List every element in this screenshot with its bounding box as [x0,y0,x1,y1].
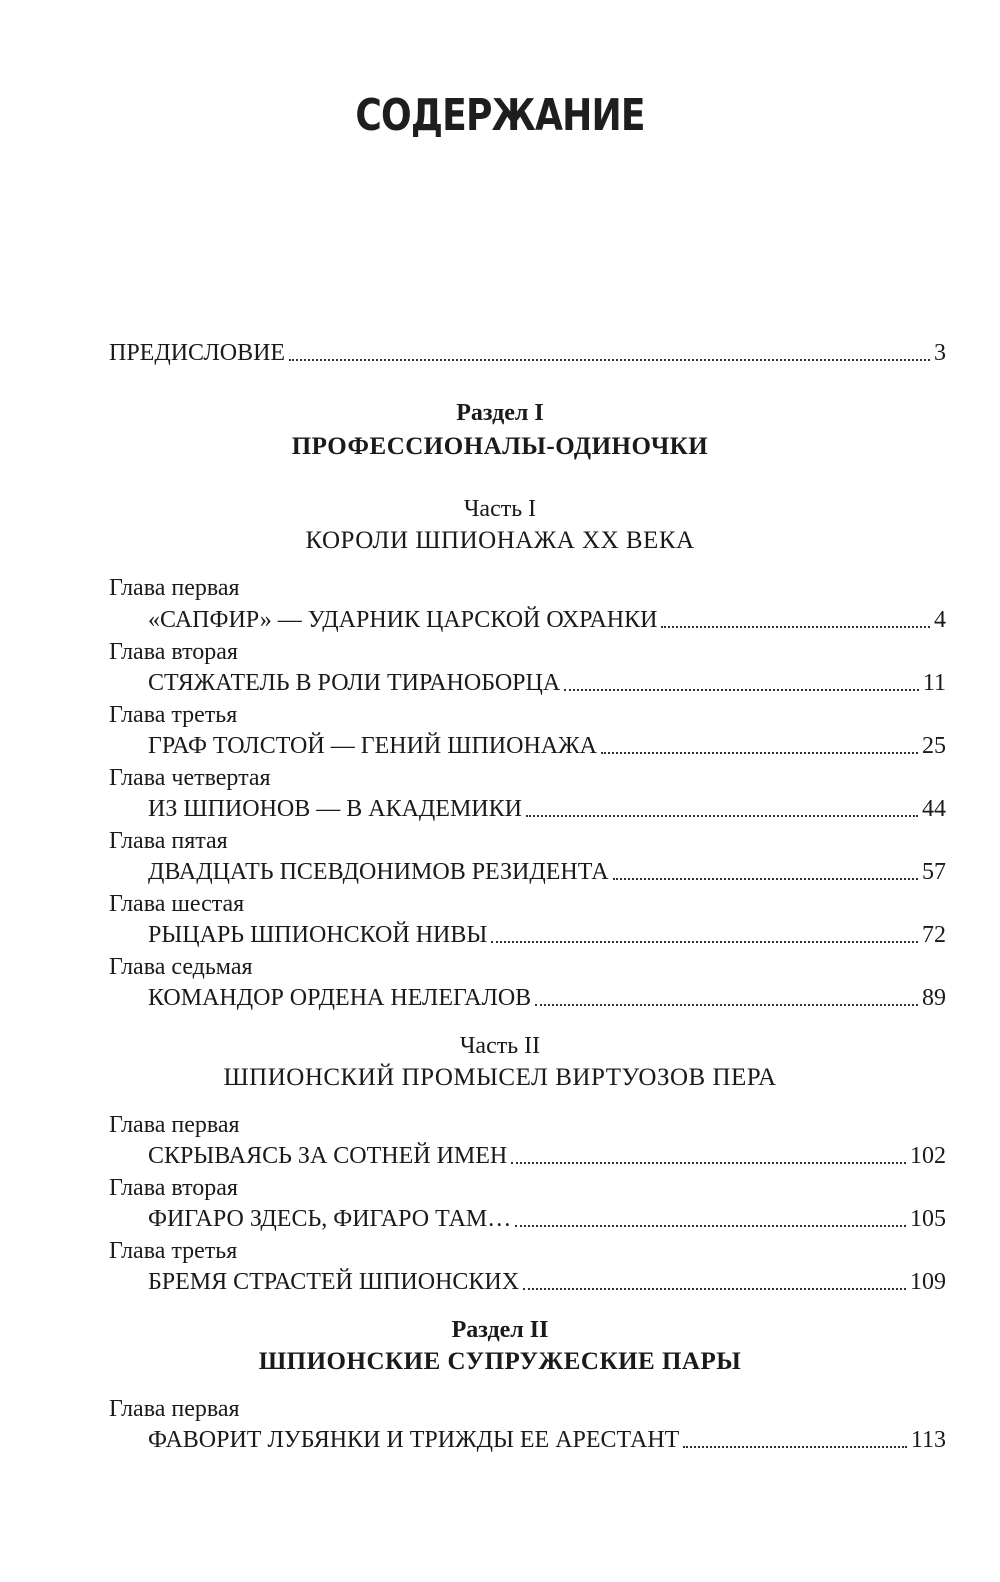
part-label: Часть II [459,1033,541,1059]
leader-dots [601,751,918,754]
toc-entry-title: КОМАНДОР ОРДЕНА НЕЛЕГАЛОВ [148,985,532,1011]
toc-entry-title: СТЯЖАТЕЛЬ В РОЛИ ТИРАНОБОРЦА [148,670,561,696]
toc-entry-page: 4 [934,607,946,633]
leader-dots [683,1445,907,1448]
part-title: ШПИОНСКИЙ ПРОМЫСЕЛ ВИРТУОЗОВ ПЕРА [223,1064,777,1091]
toc-entry-page: 11 [922,670,946,696]
toc-entry-title: ФАВОРИТ ЛУБЯНКИ И ТРИЖДЫ ЕЕ АРЕСТАНТ [148,1427,680,1453]
chapter-label: Глава третья [109,702,238,728]
toc-entry-preface[interactable] [109,338,946,368]
toc-entry-title: ДВАДЦАТЬ ПСЕВДОНИМОВ РЕЗИДЕНТА [148,859,609,885]
section-title: ПРОФЕССИОНАЛЫ-ОДИНОЧКИ [291,433,709,460]
toc-entry-title: «САПФИР» — УДАРНИК ЦАРСКОЙ ОХРАНКИ [148,607,658,633]
toc-entry-page: 25 [922,733,946,759]
toc-entry[interactable] [148,794,946,824]
section-label: Раздел I [456,400,544,426]
toc-entry-page: 109 [910,1269,946,1295]
toc-entry[interactable] [148,857,946,887]
part-label: Часть I [463,496,537,522]
toc-entry-title: ФИГАРО ЗДЕСЬ, ФИГАРО ТАМ… [148,1206,512,1232]
chapter-label: Глава четвертая [109,765,271,791]
toc-entry-title: СКРЫВАЯСЬ ЗА СОТНЕЙ ИМЕН [148,1143,508,1169]
toc-entry[interactable] [148,668,946,698]
chapter-label: Глава первая [109,1396,240,1422]
toc-entry-page: 57 [922,859,946,885]
toc-entry-title: ГРАФ ТОЛСТОЙ — ГЕНИЙ ШПИОНАЖА [148,733,597,759]
toc-entry[interactable] [148,1204,946,1234]
leader-dots [289,358,930,361]
toc-entry[interactable] [148,1425,946,1455]
part-title: КОРОЛИ ШПИОНАЖА XX ВЕКА [305,527,695,554]
chapter-label: Глава шестая [109,891,245,917]
toc-entry[interactable] [148,983,946,1013]
toc-entry-page: 3 [934,340,946,366]
toc-entry-page: 72 [922,922,946,948]
chapter-label: Глава седьмая [109,954,253,980]
toc-entry-page: 105 [910,1206,946,1232]
toc-entry-page: 102 [910,1143,946,1169]
toc-entry-page: 113 [910,1427,946,1453]
toc-entry-page: 44 [922,796,946,822]
chapter-label: Глава первая [109,1112,240,1138]
toc-entry-title: ИЗ ШПИОНОВ — В АКАДЕМИКИ [148,796,522,822]
page-title: СОДЕРЖАНИЕ [355,90,645,141]
chapter-label: Глава вторая [109,639,238,665]
leader-dots [515,1224,906,1227]
toc-entry[interactable] [148,605,946,635]
toc-entry[interactable] [148,1141,946,1171]
leader-dots [613,877,918,880]
chapter-label: Глава пятая [109,828,228,854]
toc-entry[interactable] [148,1267,946,1297]
leader-dots [526,814,918,817]
chapter-label: Глава третья [109,1238,238,1264]
chapter-label: Глава вторая [109,1175,238,1201]
section-title: ШПИОНСКИЕ СУПРУЖЕСКИЕ ПАРЫ [258,1348,742,1375]
leader-dots [535,1003,918,1006]
toc-entry[interactable] [148,731,946,761]
toc-entry-page: 89 [922,985,946,1011]
leader-dots [491,940,918,943]
section-label: Раздел II [451,1317,549,1343]
chapter-label: Глава первая [109,575,240,601]
toc-entry-title: БРЕМЯ СТРАСТЕЙ ШПИОНСКИХ [148,1269,520,1295]
leader-dots [661,625,930,628]
toc-entry[interactable] [148,920,946,950]
leader-dots [523,1287,906,1290]
leader-dots [511,1161,906,1164]
toc-entry-title: ПРЕДИСЛОВИЕ [109,340,286,366]
toc-entry-title: РЫЦАРЬ ШПИОНСКОЙ НИВЫ [148,922,488,948]
leader-dots [564,688,919,691]
